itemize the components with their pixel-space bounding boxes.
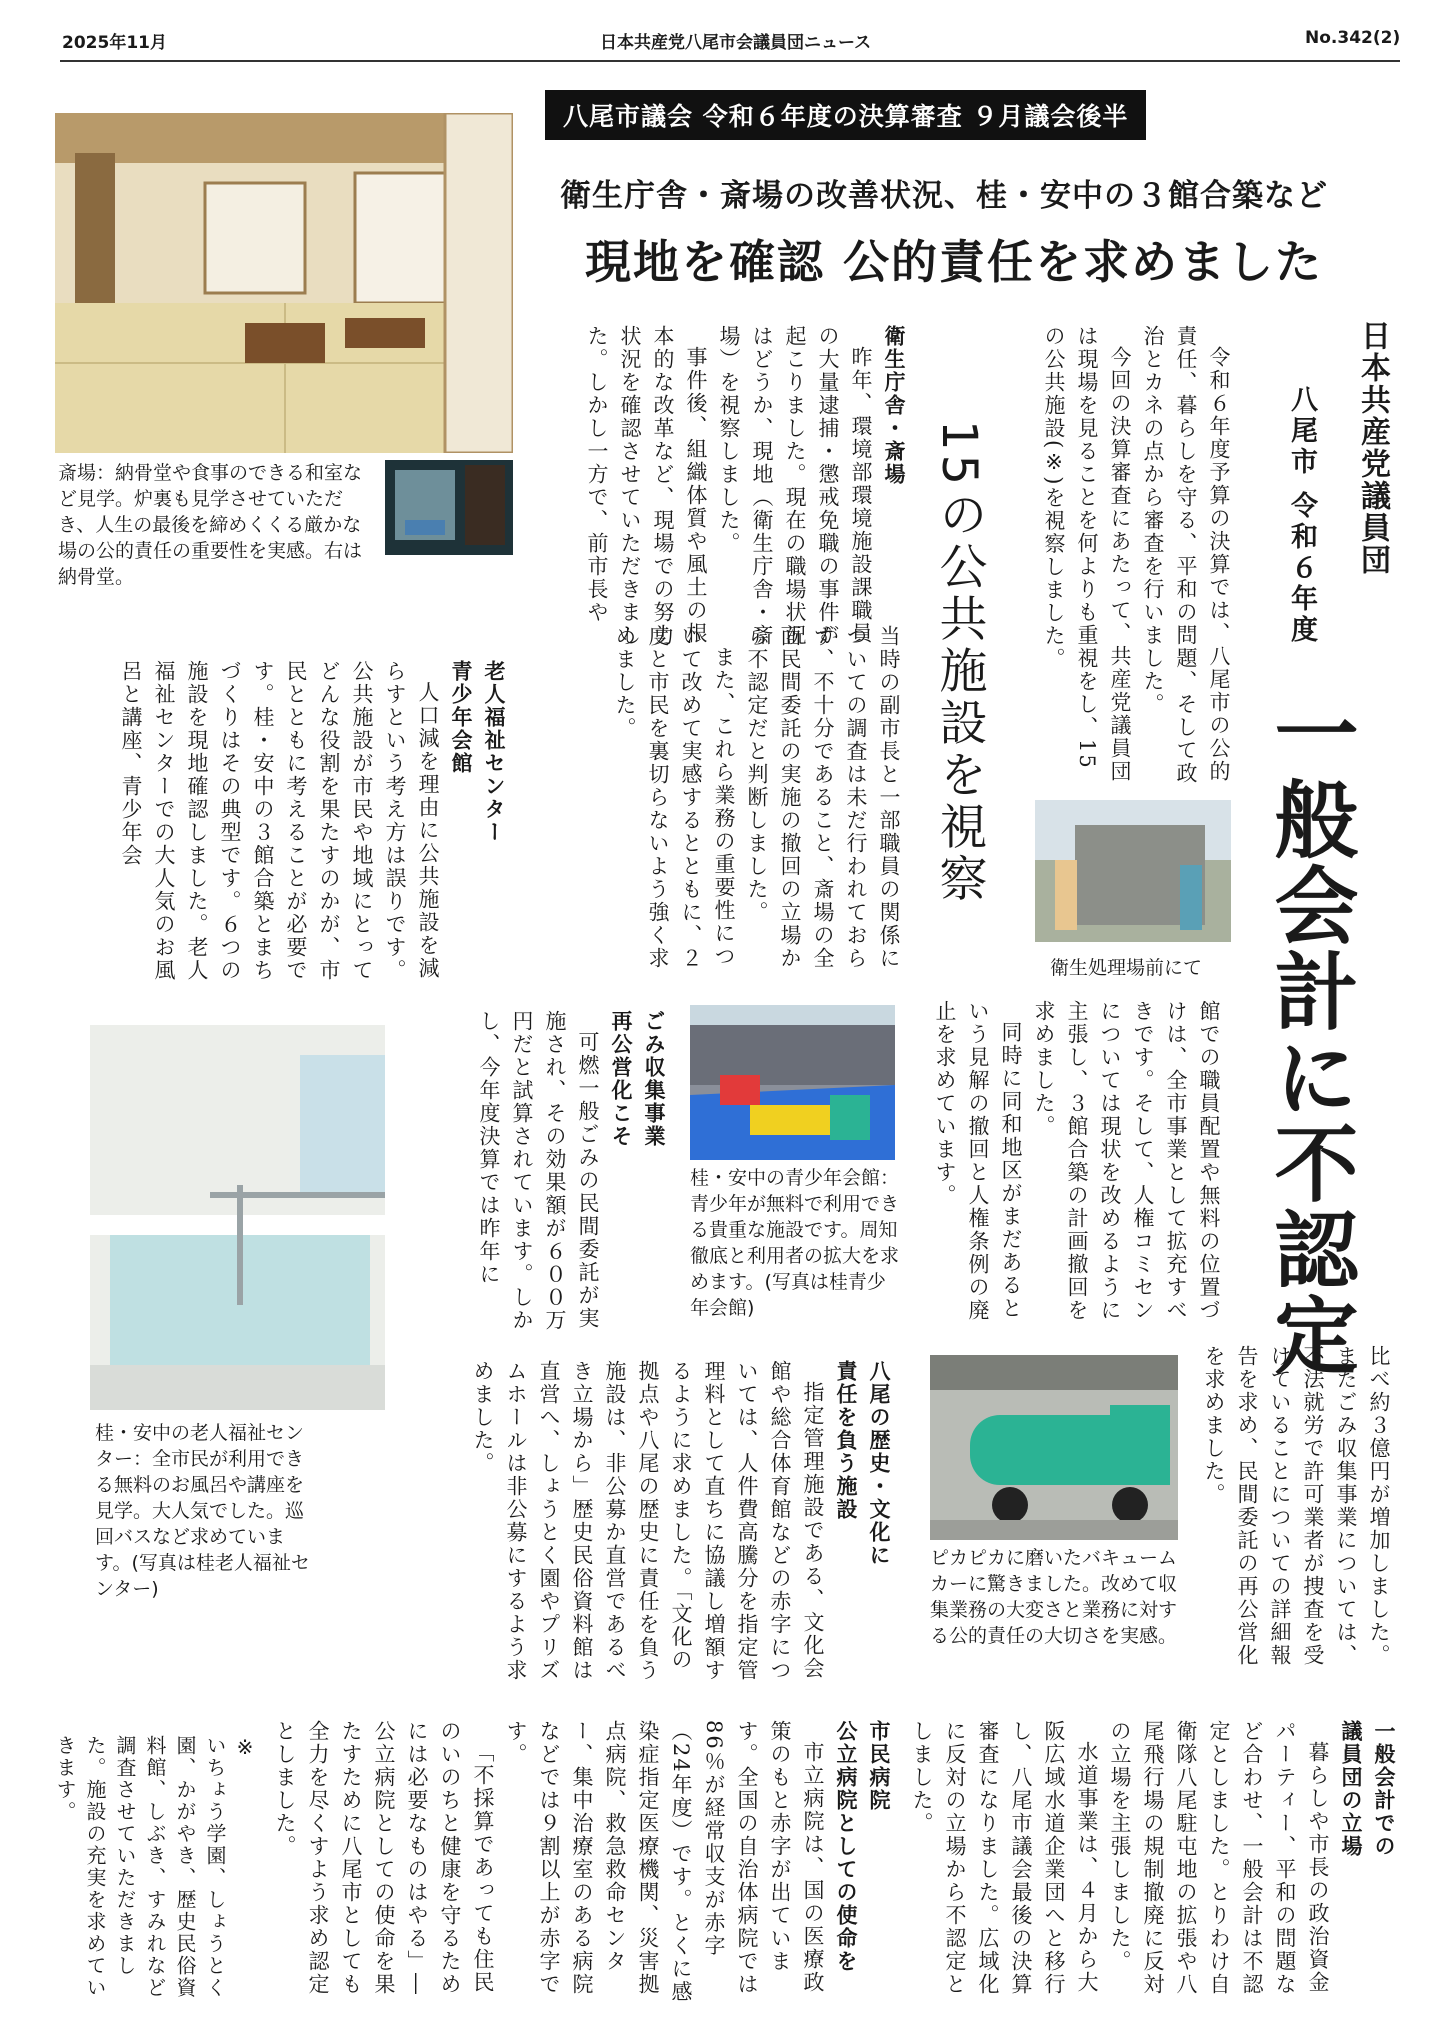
rekishi-body: 指定管理施設である、文化会館や総合体育館などの赤字については、人件費高騰分を指定管理料として直ちに協議し増額するように求めました。「文化の拠点や八尾の歴史に責任を負う施設は、非公募か直営であるべき立場から」歴史民俗資料館は直営へ、しょうとく園やプリズムホールは非公募にするよう求めました。 bbox=[471, 1360, 825, 1682]
eisei-photo bbox=[1035, 800, 1231, 942]
eisei-col1: 昨年、環境部環境施設課職員の大量逮捕・懲戒免職の事件が起こりました。現在の職場状況はどうか、現地（衛生庁舎・斎場）を視察しました。 bbox=[717, 325, 873, 647]
giin-heading-1: 一般会計での bbox=[1372, 1720, 1396, 1858]
byoin-section bbox=[273, 1720, 895, 2010]
rojin-section bbox=[100, 660, 510, 990]
saijo-caption: 斎場：納骨堂や食事のできる和室など見学。炉裏も見学させていただき、人生の最後を締めくくる厳かな場の公的責任の重要性を実感。右は納骨堂。 bbox=[58, 462, 363, 588]
vacuum-photo-illustration bbox=[930, 1355, 1178, 1540]
byoin-body-2: 「不採算であっても住民のいのちと健康を守るためには必要なものはやる」―公立病院としての使命を果たすために八尾市としても全力を尽くすよう求め認定としました。 bbox=[273, 1720, 495, 1996]
seishonen-photo bbox=[690, 1005, 895, 1160]
byoin-heading-2: 公立病院としての使命を bbox=[834, 1720, 858, 1973]
gomi2-section bbox=[1180, 1345, 1395, 1680]
subheadline: 現地を確認 公的責任を求めました bbox=[585, 235, 1324, 289]
headline: 衛生庁舎・斎場の改善状況、桂・安中の３館合築など bbox=[560, 178, 1328, 214]
vacuum-caption: ピカピカに磨いたバキュームカーに驚きました。改めて収集業務の大変さと業務に対する公的責任の大切さを実感。 bbox=[930, 1547, 1178, 1647]
eisei-section-top bbox=[530, 325, 910, 665]
rekishi-section bbox=[420, 1360, 895, 1690]
note-section bbox=[53, 1735, 260, 2005]
seishonen-photo-illustration bbox=[690, 1005, 895, 1160]
gomi-body: 可燃一般ごみの民間委託が実施され、その効果額が６００万円だと試算されています。しかし、今年度決算では昨年に bbox=[477, 1010, 600, 1332]
rojin-caption: 桂・安中の老人福祉センター：全市民が利用できる無料のお風呂や講座を見学。大人気でした。巡回バスなど求めています。(写真は桂老人福祉センター) bbox=[95, 1422, 310, 1600]
nokotsudo-photo bbox=[385, 460, 513, 555]
eisei-caption: 衛生処理場前にて bbox=[1050, 957, 1203, 979]
note-mark: ※ bbox=[233, 1735, 257, 1761]
lead-sub: 八尾市 令和６年度 bbox=[1286, 385, 1317, 647]
eisei-section-bottom bbox=[545, 625, 905, 980]
visit15-heading: 15の公共施設を視察 bbox=[931, 420, 987, 906]
header-issue: No.342(2) bbox=[1305, 28, 1401, 48]
kan3-col2: 同時に同和地区がまだあるという見解の撤回と人権条例の廃止を求めています。 bbox=[933, 1000, 1023, 1322]
eisei-heading: 衛生庁舎・斎場 bbox=[882, 325, 906, 486]
rojin-heading-2: 青少年会館 bbox=[449, 660, 473, 775]
giin-body-2: 水道事業は、４月から大阪広域水道企業団へと移行し、八尾市議会最後の決算審査になりました。広域化に反対の立場から不認定としました。 bbox=[910, 1720, 1099, 1996]
gomi-section bbox=[425, 1010, 670, 1335]
eisei-photo-illustration bbox=[1035, 800, 1231, 942]
header-rule bbox=[60, 60, 1400, 62]
eisei-col4: また、これら業務の重要性について改めて実感するとともに、２度と市民を裏切らないよう強く求めました。 bbox=[613, 625, 736, 970]
giin-heading-2: 議員団の立場 bbox=[1339, 1720, 1363, 1858]
nokotsudo-illustration bbox=[385, 460, 513, 555]
saijo-photo bbox=[55, 113, 513, 453]
rekishi-heading-1: 八尾の歴史・文化に bbox=[867, 1360, 891, 1567]
banner: 八尾市議会 令和６年度の決算審査 ９月議会後半 bbox=[545, 90, 1146, 140]
header-date: 2025年11月 bbox=[62, 33, 167, 53]
lead-text bbox=[1025, 325, 1235, 785]
lead-para-2: 今回の決算審査にあたって、共産党議員団は現場を見ることを何よりも重視をし、15の公共施設(※)を視察しました。 bbox=[1042, 325, 1132, 783]
header-title: 日本共産党八尾市会議員団ニュース bbox=[600, 33, 872, 53]
rojin-body: 人口減を理由に公共施設を減らすという考え方は誤りです。公共施設が市民や地域にとってどんな役割を果たすのかが、市民とともに考えることが必要です。桂・安中の３館合築とまちづくりはその典型です。６つの施設を現地確認しました。老人福祉センターでの大人気のお風呂と講座、青少年会 bbox=[119, 660, 440, 982]
kan3-section bbox=[915, 1000, 1225, 1340]
rojin-photo-illustration bbox=[90, 1025, 385, 1410]
byoin-heading-1: 市民病院 bbox=[867, 1720, 891, 1812]
giin-body: 暮らしや市長の政治資金パーティー、平和の問題など合わせ、一般会計は不認定としました。とりわけ自衛隊八尾駐屯地の拡張や八尾飛行場の規制撤廃に反対の立場を主張しました。 bbox=[1108, 1720, 1330, 1996]
seishonen-caption: 桂・安中の青少年会館：青少年が無料で利用できる貴重な施設です。周知徹底と利用者の拡大を求めます。(写真は桂青少年会館) bbox=[690, 1167, 900, 1319]
rekishi-heading-2: 責任を負う施設 bbox=[834, 1360, 858, 1521]
note-body: いちょう学園、しょうとく園、かがやき、歴史民俗資料館、しぶき、すみれなど調査させていただきました。施設の充実を求めていきます。 bbox=[53, 1735, 227, 1999]
eisei-col3: 当時の副市長と一部職員の関係についての調査は未だ行われておらず、不十分であること、斎場の全面民間委託の実施の撤回の立場から不認定だと判断しました。 bbox=[745, 625, 901, 970]
giin-section bbox=[910, 1720, 1400, 2010]
byoin-body: 市立病院は、国の医療政策のもと赤字が出ています。全国の自治体病院では86％が経常収支が赤字（24年度）です。とくに感染症指定医療機関、災害拠点病院、救急救命センター、集中治療室のある病院などでは９割以上が赤字です。 bbox=[504, 1720, 825, 2004]
lead-org: 日本共産党議員団 bbox=[1355, 320, 1390, 576]
rojin-heading-1: 老人福祉センター bbox=[482, 660, 506, 844]
eisei-col2: 事件後、組織体質や風土の根本的な改革など、現場での努力状況を確認させていただきました。しかし一方で、前市長や bbox=[585, 325, 708, 647]
gomi-heading-2: 再公営化こそ bbox=[609, 1010, 633, 1148]
lead-para-1: 令和６年度予算の決算では、八尾市の公的責任、暮らしを守る、平和の問題、そして政治とカネの点から審査を行いました。 bbox=[1141, 325, 1231, 785]
gomi-heading-1: ごみ収集事業 bbox=[642, 1010, 666, 1148]
saijo-photo-illustration bbox=[55, 113, 513, 453]
gomi2-body: 比べ約３億円が増加しました。またごみ収集事業については、不法就労で許可業者が捜査を受けていることについての詳細報告を求め、民間委託の再公営化を求めました。 bbox=[1202, 1345, 1391, 1667]
lead-big: 一般会計に不認定 bbox=[1261, 690, 1359, 1378]
vacuum-photo bbox=[930, 1355, 1178, 1540]
kan3-col1: 館での職員配置や無料の位置づけは、全市事業として拡充すべきです。そして、人権コミセンについては現状を改めるように主張し、３館合築の計画撤回を求めました。 bbox=[1032, 1000, 1221, 1322]
rojin-photo bbox=[90, 1025, 385, 1410]
